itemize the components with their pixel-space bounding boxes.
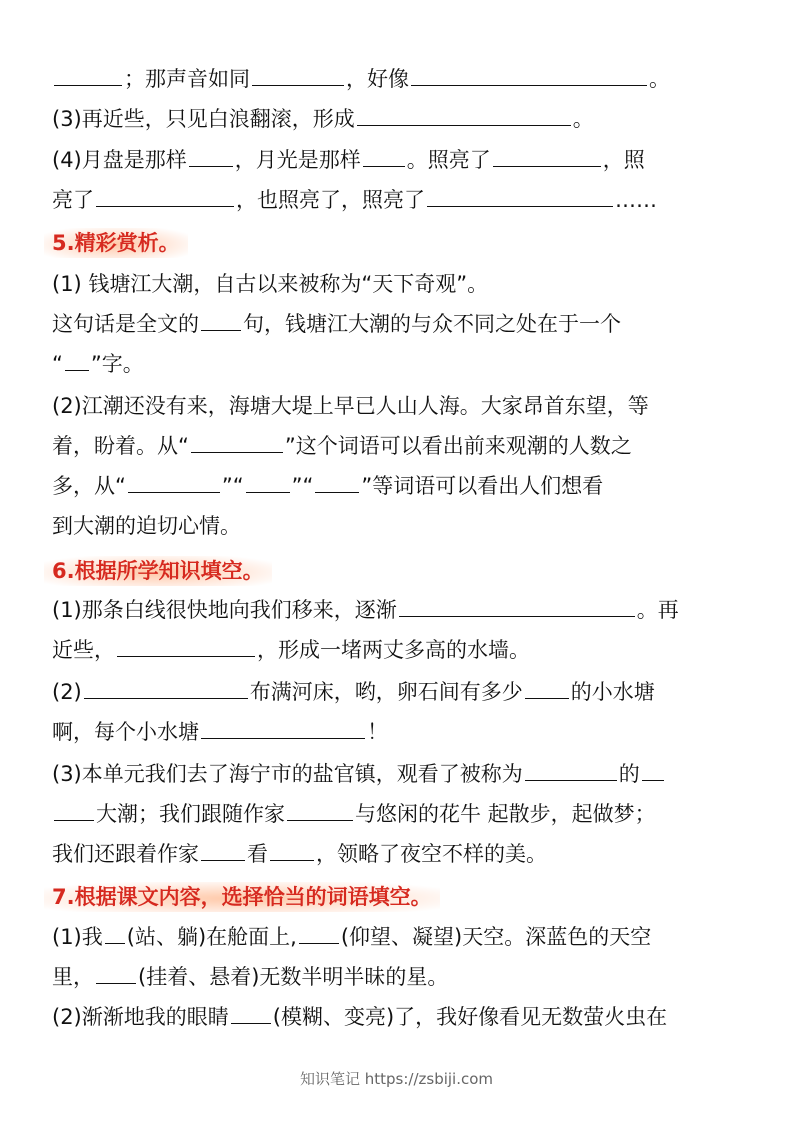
s5-line-5 — [52, 431, 632, 461]
q4-line-4 — [52, 185, 657, 215]
s6-line-6 — [52, 799, 656, 829]
s7-line-2 — [52, 962, 448, 992]
text: 里， — [52, 965, 94, 989]
text: ！ — [367, 720, 388, 744]
text: 亮了 — [52, 188, 94, 212]
text: (1)那条白线很快地向我们移来，逐渐 — [52, 598, 397, 622]
s7-line-1 — [52, 922, 651, 952]
fill-blank[interactable] — [270, 840, 314, 861]
fill-blank[interactable] — [525, 760, 617, 781]
text: ，月光是那样 — [234, 148, 361, 172]
text: 的小水塘 — [570, 680, 655, 704]
fill-blank[interactable] — [128, 472, 220, 493]
q4-line-2 — [52, 104, 594, 134]
q4-line-1 — [52, 64, 670, 94]
fill-blank[interactable] — [191, 432, 283, 453]
text: ，形成一堵两丈多高的水墙。 — [257, 638, 530, 662]
text: 这句话是全文的 — [52, 312, 199, 336]
fill-blank[interactable] — [96, 963, 136, 984]
s6-line-1 — [52, 595, 679, 625]
text: 。 — [649, 67, 670, 91]
fill-blank[interactable] — [96, 186, 234, 207]
text: …… — [615, 188, 657, 212]
text: (1)我 — [52, 925, 103, 949]
text: 。 — [572, 107, 594, 131]
s6-line-3 — [52, 677, 655, 707]
text: ”“ — [221, 474, 244, 498]
fill-blank[interactable] — [642, 760, 664, 781]
text: (4)月盘是那样 — [52, 148, 187, 172]
section-6-heading: 6.根据所学知识填空。 — [44, 556, 272, 586]
text: ”这个词语可以看出前来观潮的人数之 — [284, 434, 632, 458]
section-7-heading: 7.根据课文内容，选择恰当的词语填空。 — [44, 882, 440, 912]
text: 。照亮了 — [406, 148, 491, 172]
text: (仰望、凝望)天空。深蓝色的天空 — [340, 925, 652, 949]
s6-line-2 — [52, 635, 530, 665]
fill-blank[interactable] — [363, 146, 405, 167]
text: ”“ — [291, 474, 314, 498]
q4-line-3 — [52, 145, 645, 175]
text: 与悠闲的花牛 起散步，起做梦； — [355, 802, 656, 826]
s5-line-4 — [52, 391, 649, 421]
fill-blank[interactable] — [252, 65, 344, 86]
text: ，也照亮了，照亮了 — [236, 188, 425, 212]
text: ，照 — [602, 148, 645, 172]
text: 。再 — [636, 598, 679, 622]
text: 到大潮的迫切心情。 — [52, 514, 241, 538]
fill-blank[interactable] — [117, 636, 255, 657]
s6-line-5 — [52, 759, 666, 789]
s7-line-3 — [52, 1002, 667, 1032]
fill-blank[interactable] — [84, 678, 248, 699]
text: “ — [52, 352, 63, 376]
fill-blank[interactable] — [411, 65, 647, 86]
fill-blank[interactable] — [246, 472, 290, 493]
s5-line-7 — [52, 511, 241, 541]
text: (3)再近些，只见白浪翻滚，形成 — [52, 107, 355, 131]
fill-blank[interactable] — [201, 310, 241, 331]
page-footer-watermark: 知识笔记 https://zsbiji.com — [299, 1070, 494, 1088]
fill-blank[interactable] — [189, 146, 233, 167]
text: ”等词语可以看出人们想看 — [361, 474, 604, 498]
text: (挂着、悬着)无数半明半昧的星。 — [138, 965, 449, 989]
text: 我们还跟着作家 — [52, 842, 199, 866]
fill-blank[interactable] — [54, 800, 94, 821]
s5-line-1 — [52, 269, 488, 299]
text: 布满河床，哟，卵石间有多少 — [249, 680, 523, 704]
text: 近些， — [52, 638, 115, 662]
s6-line-4 — [52, 717, 388, 747]
s5-line-6 — [52, 471, 603, 501]
text: (3)本单元我们去了海宁市的盐官镇，观看了被称为 — [52, 762, 523, 786]
text: 大潮；我们跟随作家 — [96, 802, 285, 826]
text: ，领略了夜空不样的美。 — [316, 842, 547, 866]
fill-blank[interactable] — [493, 146, 601, 167]
fill-blank[interactable] — [315, 472, 359, 493]
text: (2)渐渐地我的眼睛 — [52, 1005, 229, 1029]
section-5-heading: 5.精彩赏析。 — [44, 228, 188, 258]
text: (1) 钱塘江大潮，自古以来被称为“天下奇观”。 — [52, 272, 489, 296]
fill-blank[interactable] — [231, 1003, 271, 1024]
text: 的 — [618, 762, 640, 786]
fill-blank[interactable] — [357, 105, 571, 126]
text: (2)江潮还没有来，海塘大堤上早已人山人海。大家昂首东望，等 — [52, 394, 649, 418]
s5-line-3 — [52, 349, 144, 379]
fill-blank[interactable] — [201, 840, 245, 861]
text: ，好像 — [346, 67, 409, 91]
text: 着，盼着。从“ — [52, 434, 189, 458]
text: (2) — [52, 680, 82, 704]
fill-blank[interactable] — [105, 923, 125, 944]
text: ；那声音如同 — [124, 67, 250, 91]
text: 多，从“ — [52, 474, 126, 498]
fill-blank[interactable] — [525, 678, 569, 699]
fill-blank[interactable] — [399, 596, 635, 617]
text: 句，钱塘江大潮的与众不同之处在于一个 — [243, 312, 621, 336]
s6-line-7 — [52, 839, 547, 869]
text: (站、躺)在舱面上, — [126, 925, 297, 949]
fill-blank[interactable] — [299, 923, 339, 944]
fill-blank[interactable] — [54, 65, 122, 86]
fill-blank[interactable] — [287, 800, 353, 821]
fill-blank[interactable] — [427, 186, 613, 207]
text: ”字。 — [90, 352, 144, 376]
text: (模糊、变亮)了，我好像看见无数萤火虫在 — [272, 1005, 668, 1029]
fill-blank[interactable] — [201, 718, 365, 739]
s5-line-2 — [52, 309, 621, 339]
fill-blank[interactable] — [65, 350, 89, 371]
text: 啊，每个小水塘 — [52, 720, 199, 744]
text: 看 — [247, 842, 268, 866]
